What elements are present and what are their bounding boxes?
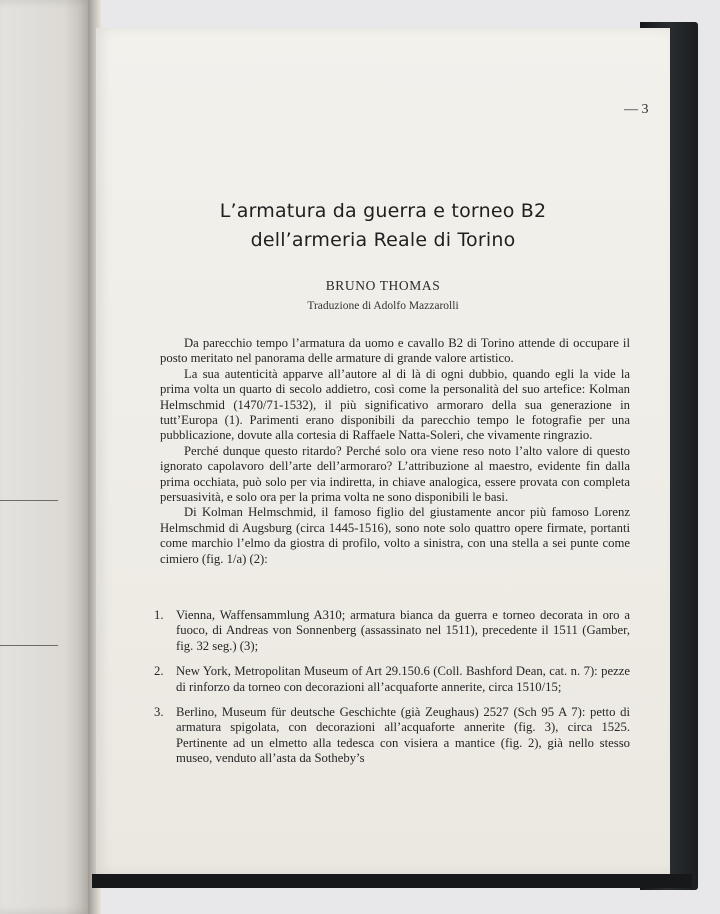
page-number: — 3 <box>624 102 649 117</box>
list-item-text: New York, Metropolitan Museum of Art 29.150.6 (Coll. Bashford Dean, cat. n. 7): pezze di rinforzo da torneo con decorazioni all’acquaforte annerite, circa 1510/15; <box>176 664 630 694</box>
book-page <box>96 28 670 874</box>
article-title-line-1: L’armatura da guerra e torneo B2 <box>219 200 547 222</box>
article-title-line-2: dell’armeria Reale di Torino <box>250 229 516 251</box>
facing-page-rule-top <box>0 500 58 501</box>
list-item-number: 2. <box>154 664 164 679</box>
list-item-number: 3. <box>154 705 164 720</box>
signed-works-list <box>154 608 630 777</box>
list-item-text: Vienna, Waffensammlung A310; armatura bianca da guerra e torneo decorata in oro a fuoco, di Andreas von Sonnenberg (assassinato nel 1511), precedente il 1511 (Gamber, fig. 32 seg.) (3); <box>176 608 630 653</box>
author-name: BRUNO THOMAS <box>325 278 441 293</box>
list-item <box>154 608 630 654</box>
body-text <box>160 336 630 567</box>
list-item <box>154 705 630 767</box>
facing-page-left <box>0 0 92 914</box>
book-cover-bottom <box>92 874 692 888</box>
facing-page-rule-bottom <box>0 645 58 646</box>
translator-credit: Traduzione di Adolfo Mazzarolli <box>307 300 459 312</box>
paragraph: Perché dunque questo ritardo? Perché solo ora viene reso noto l’alto valore di questo ignorato capolavoro dell’arte dell’armoraro? L’attribuzione al maestro, evidente fin dalla prima occhiata, può solo per via indiretta, in chiave analogica, essere provata con completa persuasività, e solo ora per la prima volta ne sono disponibili le basi. <box>160 443 630 505</box>
paragraph: La sua autenticità apparve all’autore al di là di ogni dubbio, quando egli la vide la prima volta un quarto di secolo addietro, così come la personalità del suo artefice: Kolman Helmschmid (1470/71-1532), il più significativo armoraro della sua generazione in tutt’Europa (1). Parimenti erano disponibili da parecchio tempo le fotografie per una pubblicazione, dovute alla cortesia di Raffaele Natta-Soleri, che vivamente ringrazio. <box>160 366 630 443</box>
paragraph: Da parecchio tempo l’armatura da uomo e cavallo B2 di Torino attende di occupare il posto meritato nel panorama delle armature di grande valore artistico. <box>160 336 630 366</box>
paragraph: Di Kolman Helmschmid, il famoso figlio del giustamente ancor più famoso Lorenz Helmschmid di Augsburg (circa 1445-1516), sono note solo quattro opere firmate, portanti come marchio l’elmo da giostra di profilo, volto a sinistra, con una stella a sei punte come cimiero (fig. 1/a) (2): <box>160 505 630 566</box>
list-item-text: Berlino, Museum für deutsche Geschichte (già Zeughaus) 2527 (Sch 95 A 7): petto di armatura spigolata, con decorazioni all’acquaforte annerite (fig. 3), circa 1525. Pertinente ad un elmetto alla tedesca con visiera a mantice (fig. 2), già nello stesso museo, venduto all’asta da Sotheby’s <box>176 705 630 766</box>
list-item-number: 1. <box>154 608 164 622</box>
list-item <box>154 664 630 695</box>
